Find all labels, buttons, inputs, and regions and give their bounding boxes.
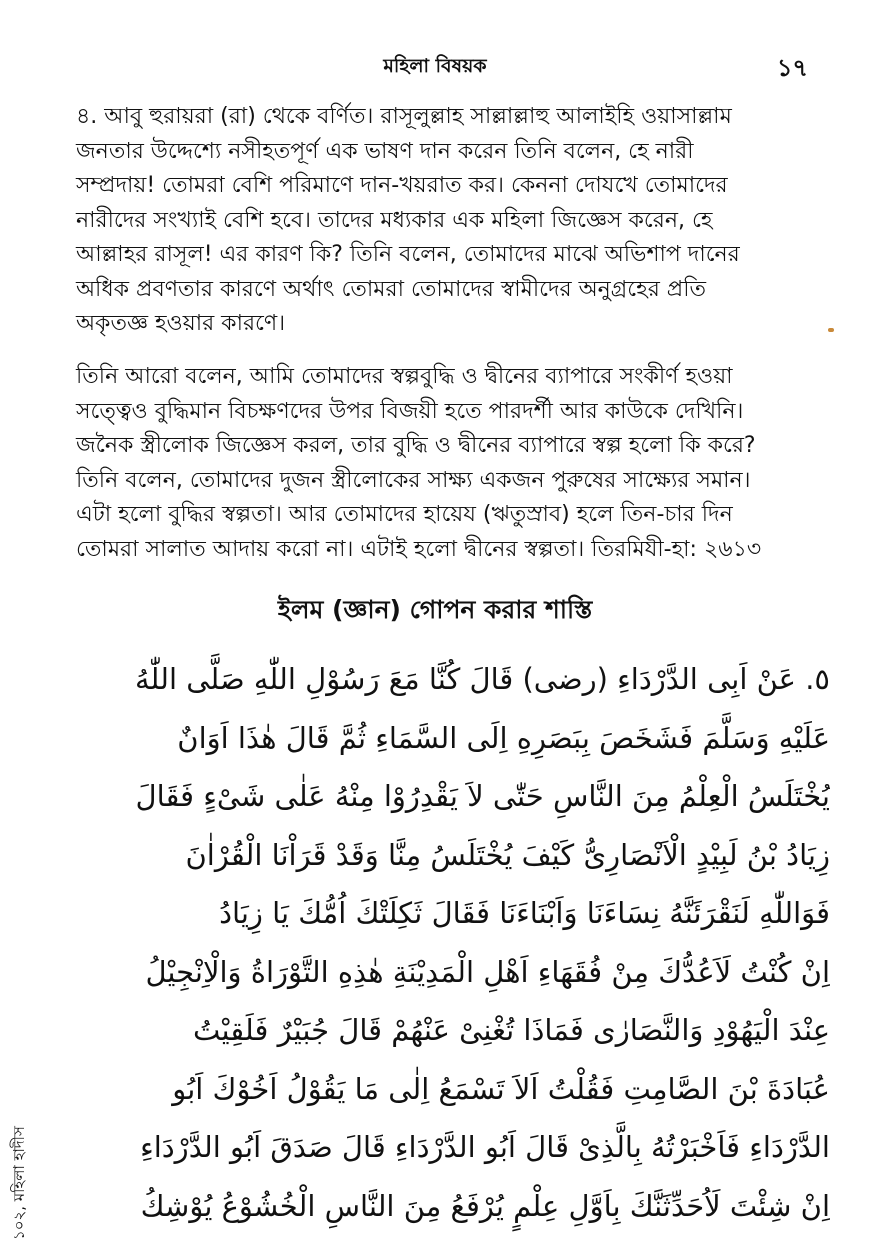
text-line: জনৈক স্ত্রীলোক জিজ্ঞেস করল, তার বুদ্ধি ও দ্বীনের ব্যাপারে স্বল্প হলো কি করে? bbox=[76, 433, 756, 458]
hadith-4-paragraph bbox=[76, 100, 821, 342]
arabic-line: عِنْدَ الْيَهُوْدِ وَالنَّصَارٰى فَمَاذَا تُغْنِىْ عَنْهُمْ قَالَ جُبَيْرٌ فَلَقِيْتُ bbox=[193, 1013, 830, 1047]
page-number: ১৭ bbox=[776, 54, 808, 82]
arabic-line: زِيَادُ بْنُ لَبِيْدٍ الْاَنْصَارِىُّ كَيْفَ يُخْتَلَسُ مِنَّا وَقَدْ قَرَاْنَا الْقُرْاٰنَ bbox=[185, 837, 830, 872]
arabic-line: اِنْ شِئْتَ لَاُحَدِّثَنَّكَ بِاَوَّلِ عِلْمٍ يُرْفَعُ مِنَ النَّاسِ الْخُشُوْعُ يُوْشِكُ bbox=[140, 1188, 830, 1223]
hadith-4-continuation bbox=[76, 360, 821, 567]
arabic-line: فَوَاللّٰهِ لَنَقْرَئَنَّهُ نِسَاءَنَا وَاَبْنَاءَنَا فَقَالَ ثَكِلَتْكَ اُمُّكَ يَا زِيَادُ bbox=[219, 896, 830, 930]
arabic-line: عُبَادَةَ بْنَ الصَّامِتِ فَقُلْتُ اَلاَ تَسْمَعُ اِلٰى مَا يَقُوْلُ اَخُوْكَ اَبُو bbox=[172, 1071, 830, 1106]
arabic-line: ٥. عَنْ اَبِى الدَّرْدَاءِ (رضى) قَالَ كُنَّا مَعَ رَسُوْلِ اللّٰهِ صَلَّى اللّٰهُ bbox=[135, 662, 830, 696]
hadith-5-arabic-text bbox=[60, 650, 830, 1235]
text-line: তিনি বলেন, তোমাদের দুজন স্ত্রীলোকের সাক্ষ্য একজন পুরুষের সাক্ষ্যের সমান। bbox=[76, 467, 751, 493]
side-label: ১০২, মহিলা হাদীস bbox=[10, 1126, 28, 1240]
section-heading: ইলম (জ্ঞান) গোপন করার শাস্তি bbox=[277, 595, 593, 624]
ink-mark bbox=[828, 328, 834, 332]
text-line: নারীদের সংখ্যাই বেশি হবে। তাদের মধ্যকার এক মহিলা জিজ্ঞেস করেন, হে bbox=[76, 207, 713, 233]
text-line: আল্লাহর রাসূল! এর কারণ কি? তিনি বলেন, তোমাদের মাঝে অভিশাপ দানের bbox=[76, 242, 740, 267]
text-line: জনতার উদ্দেশ্যে নসীহতপূর্ণ এক ভাষণ দান করেন তিনি বলেন, হে নারী bbox=[76, 138, 694, 164]
text-line: ৪. আবু হুরায়রা (রা) থেকে বর্ণিত। রাসূলুল্লাহ সাল্লাল্লাহু আলাইহি ওয়াসাল্লাম bbox=[76, 104, 732, 129]
text-line: অকৃতজ্ঞ হওয়ার কারণে। bbox=[76, 311, 286, 336]
text-line: তিনি আরো বলেন, আমি তোমাদের স্বল্পবুদ্ধি ও দ্বীনের ব্যাপারে সংকীর্ণ হওয়া bbox=[76, 364, 733, 389]
arabic-line: يُخْتَلَسُ الْعِلْمُ مِنَ النَّاسِ حَتّٰى لاَ يَقْدِرُوْا مِنْهُ عَلٰى شَىْءٍ فَقَالَ bbox=[135, 779, 830, 813]
text-line: অধিক প্রবণতার কারণে অর্থাৎ তোমরা তোমাদের স্বামীদের অনুগ্রহের প্রতি bbox=[76, 276, 707, 302]
running-title: মহিলা বিষয়ক bbox=[383, 55, 487, 77]
text-line: তোমরা সালাত আদায় করো না। এটাই হলো দ্বীনের স্বল্পতা। তিরমিযী-হা: ২৬১৩ bbox=[76, 536, 762, 562]
text-line: সত্ত্বেও বুদ্ধিমান বিচক্ষণদের উপর বিজয়ী হতে পারদর্শী আর কাউকে দেখিনি। bbox=[76, 398, 744, 424]
arabic-line: عَلَيْهِ وَسَلَّمَ فَشَخَصَ بِبَصَرِهِ اِلَى السَّمَاءِ ثُمَّ قَالَ هٰذَا اَوَانٌ bbox=[177, 720, 830, 755]
text-line: সম্প্রদায়! তোমরা বেশি পরিমাণে দান-খয়রাত কর। কেননা দোযখে তোমাদের bbox=[76, 173, 728, 198]
arabic-line: الدَّرْدَاءِ فَاَخْبَرْتُهُ بِالَّذِىْ قَالَ اَبُو الدَّرْدَاءِ قَالَ صَدَقَ اَبُو الدَّرْدَاءِ bbox=[140, 1130, 830, 1164]
arabic-line: اِنْ كُنْتُ لَاَعُدُّكَ مِنْ فُقَهَاءِ اَهْلِ الْمَدِيْنَةِ هٰذِهِ التَّوْرَاةُ وَالْاِنْجِيْلُ bbox=[145, 954, 830, 989]
text-line: এটা হলো বুদ্ধির স্বল্পতা। আর তোমাদের হায়েয (ঋতুস্রাব) হলে তিন-চার দিন bbox=[76, 502, 733, 527]
page-header bbox=[0, 50, 870, 84]
